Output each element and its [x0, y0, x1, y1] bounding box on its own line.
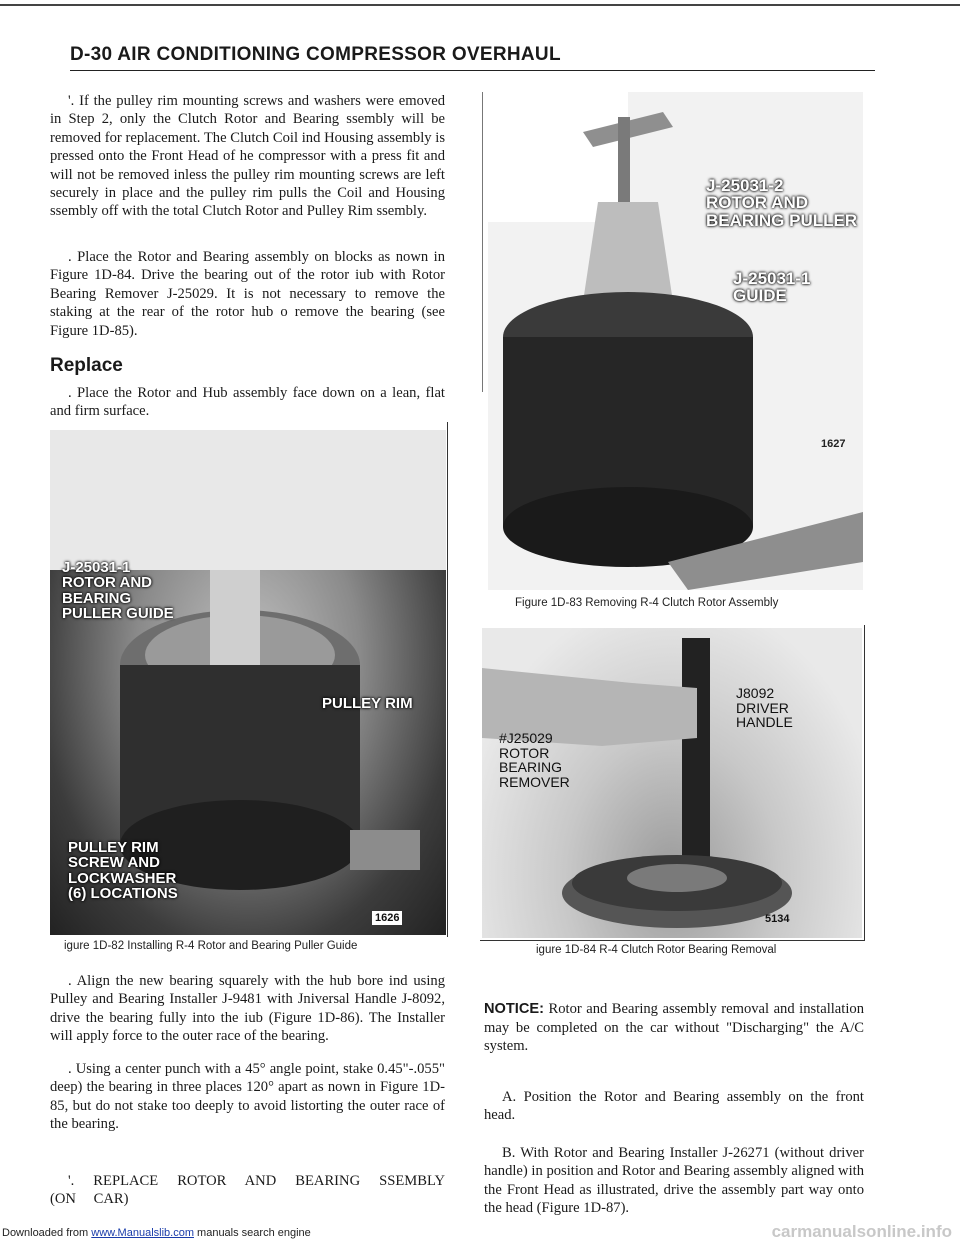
label-bearing-remover: #J25029 ROTOR BEARING REMOVER [499, 730, 570, 791]
page-header: D-30 AIR CONDITIONING COMPRESSOR OVERHAUL [70, 44, 875, 71]
paragraph-pulley-rim: '. If the pulley rim mounting screws and washers were emoved in Step 2, only the Clutch Rotor and Bearing ssembly will be removed for replacement. The Clutch Coil ind Housing assembly is pressed onto the Front Head of he compressor with a press fit and will not be removed inless the pulley rim mounting screws are left securely in place and the pulley rim pulls the Coil and Housing ssembly off with the total Clutch Rotor and Pulley Rim ssembly. [50, 93, 445, 220]
notice-label: NOTICE: [484, 1001, 544, 1017]
paragraph-stake-bearing: . Using a center punch with a 45° angle point, stake 0.45"-.055" deep) the bearing in three places 120° apart as nown in Figure 1D-85, but do not stake too deeply to avoid listorting the outer race of the bearing. [50, 1061, 445, 1133]
label-guide: J-25031-1 GUIDE [733, 269, 811, 306]
figure-caption: igure 1D-82 Installing R-4 Rotor and Bearing Puller Guide [64, 940, 358, 952]
figure-1d83-photo [488, 92, 863, 590]
section-heading-replace: Replace [50, 355, 123, 376]
photo-number: 1627 [821, 438, 846, 450]
paragraph-place-hub: . Place the Rotor and Hub assembly face down on a lean, flat and firm surface. [50, 385, 445, 420]
paragraph-step-a: A. Position the Rotor and Bearing assembly on the front head. [484, 1089, 864, 1124]
footer-suffix: manuals search engine [193, 1227, 311, 1239]
photo-number: 1626 [372, 911, 402, 925]
label-bearing-puller: J-25031-2 ROTOR AND BEARING PULLER [706, 176, 858, 230]
figure-border [447, 422, 448, 937]
label-puller-guide: J-25031-1 ROTOR AND BEARING PULLER GUIDE [62, 559, 174, 622]
paragraph-align-bearing: . Align the new bearing squarely with the hub bore ind using Pulley and Bearing Installer J-9481 with Jniversal Handle J-8092, drive the bearing fully into the iub (Figure 1D-86). The Installer will apply force to the outer race of the bearing. [50, 973, 445, 1045]
paragraph-replace-rotor: '. REPLACE ROTOR AND BEARING SSEMBLY (ON CAR) [50, 1173, 445, 1208]
page-footer [0, 1224, 960, 1242]
figure-1d82-photo [50, 430, 446, 935]
figure-caption: igure 1D-84 R-4 Clutch Rotor Bearing Removal [536, 944, 777, 956]
puller-illustration [488, 92, 863, 590]
download-note [2, 1227, 311, 1239]
footer-prefix: Downloaded from [2, 1227, 92, 1239]
figure-1d84-photo [482, 628, 862, 938]
top-rule [0, 4, 960, 6]
paragraph-place-rotor: . Place the Rotor and Bearing assembly on blocks as nown in Figure 1D-84. Drive the bearing out of the rotor iub with Rotor Bearing Remover J-25029. It is not necessary to remove the staking at the rear of the rotor hub o remove the bearing (see Figure 1D-85). [50, 249, 445, 339]
label-pulley-rim: PULLEY RIM [322, 695, 413, 712]
label-rim-screw: PULLEY RIM SCREW AND LOCKWASHER (6) LOCATIONS [68, 839, 178, 902]
manualslib-link[interactable]: www.Manualslib.com [91, 1227, 194, 1239]
column-rule [482, 92, 483, 392]
photo-number: 5134 [765, 913, 790, 925]
paragraph-step-b: B. With Rotor and Bearing Installer J-26271 (without driver handle) in position and Rotor and Bearing assembly aligned with the Front Head as illustrated, drive the assembly part way onto the head (Figure 1D-87). [484, 1145, 864, 1217]
label-driver-handle: J8092 DRIVER HANDLE [736, 685, 793, 731]
notice-text: Rotor and Bearing assembly removal and installation may be completed on the car without "Discharging" the A/C system. [484, 1001, 864, 1054]
watermark: carmanualsonline.info [771, 1222, 952, 1241]
notice-paragraph [484, 1000, 864, 1056]
figure-caption: Figure 1D-83 Removing R-4 Clutch Rotor Assembly [515, 597, 779, 609]
